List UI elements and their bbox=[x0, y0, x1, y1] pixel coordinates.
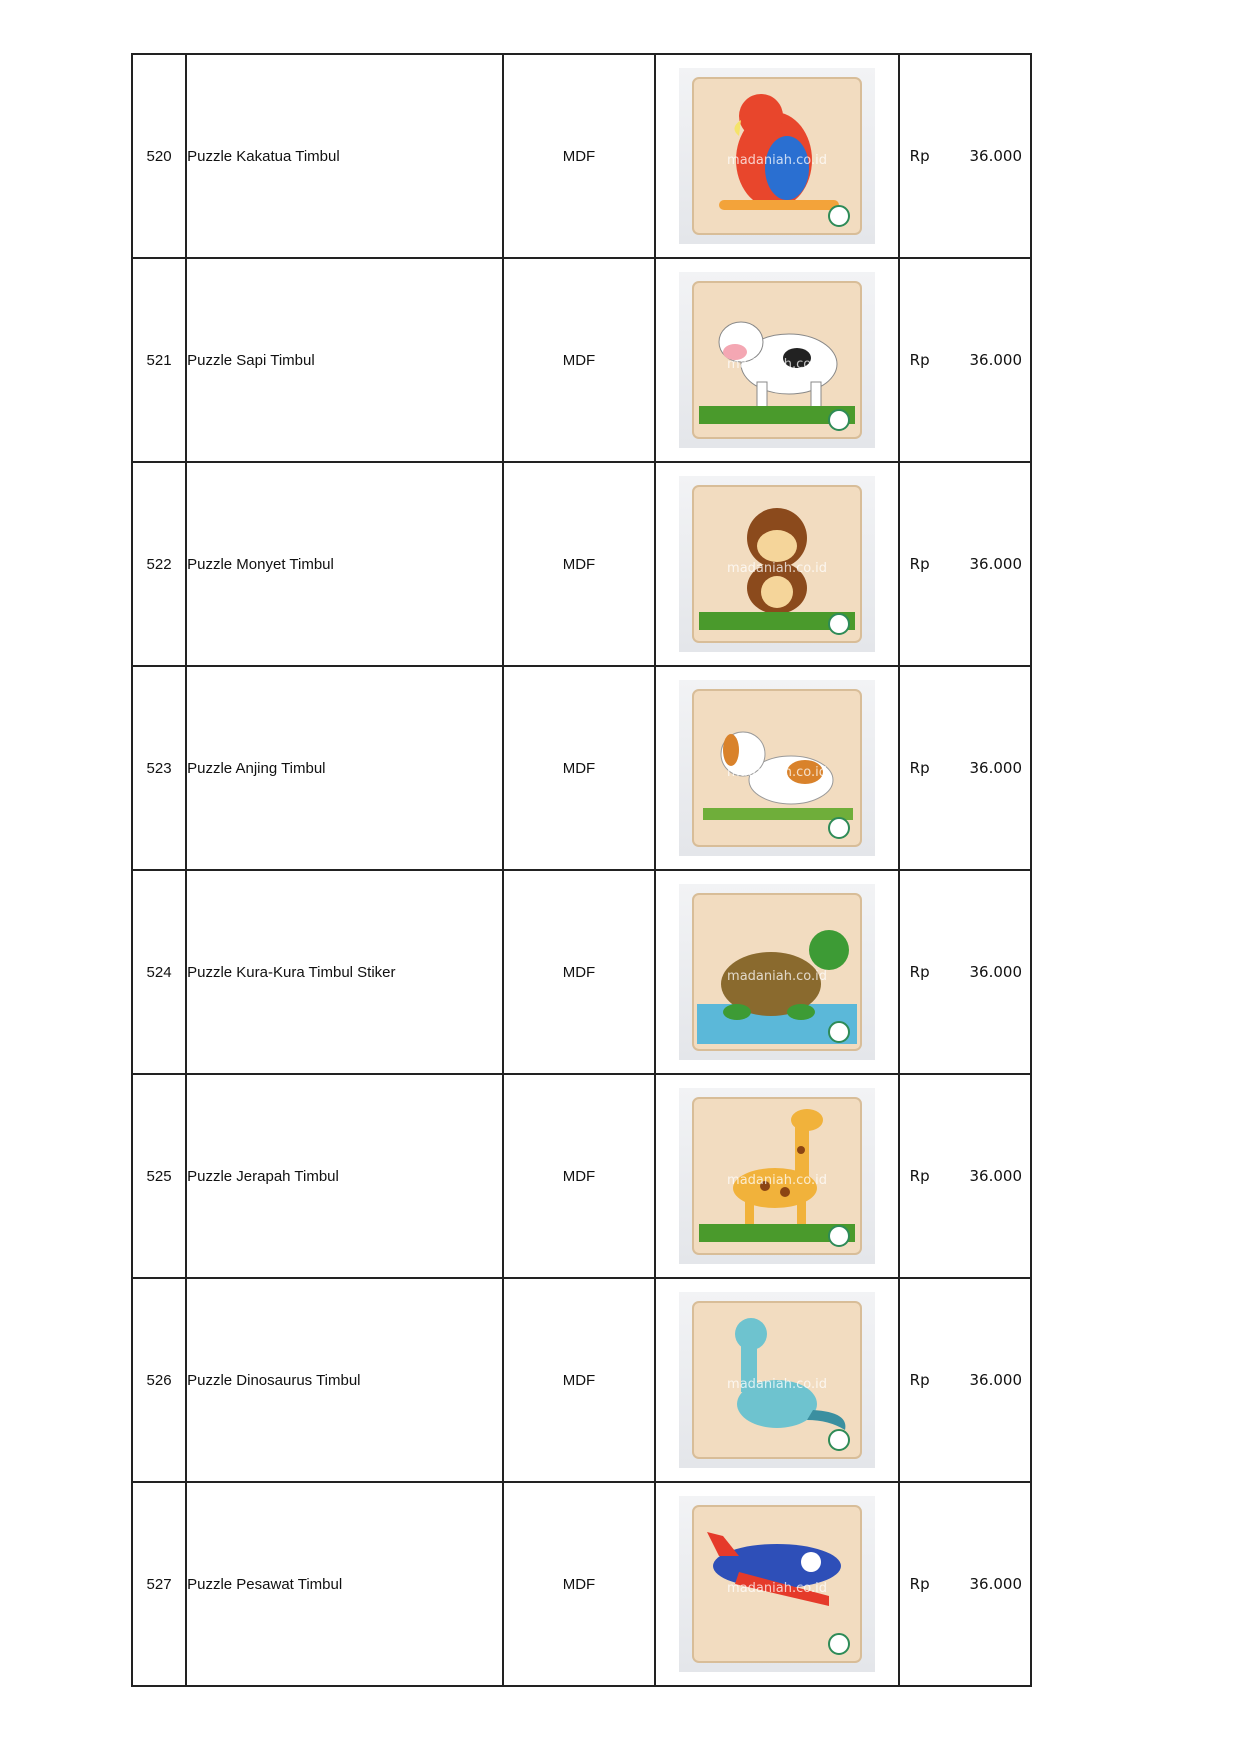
material: MDF bbox=[503, 1074, 655, 1278]
monkey-puzzle-image bbox=[679, 476, 875, 652]
parrot-puzzle-image bbox=[679, 68, 875, 244]
brand-logo bbox=[829, 818, 849, 838]
price-value: 36.000 bbox=[969, 555, 1022, 573]
currency-label: Rp bbox=[909, 759, 930, 777]
item-number: 524 bbox=[132, 870, 186, 1074]
item-number: 526 bbox=[132, 1278, 186, 1482]
watermark: madaniah.co.id bbox=[726, 969, 827, 984]
cow-puzzle-image bbox=[679, 272, 875, 448]
airplane-puzzle-image bbox=[679, 1496, 875, 1672]
dog-puzzle-image bbox=[679, 680, 875, 856]
material: MDF bbox=[503, 1482, 655, 1686]
watermark: madaniah.co.id bbox=[726, 765, 827, 780]
table-row bbox=[132, 870, 1031, 1074]
price-value: 36.000 bbox=[969, 351, 1022, 369]
item-number: 520 bbox=[132, 54, 186, 258]
table-row bbox=[132, 54, 1031, 258]
brand-logo bbox=[829, 1022, 849, 1042]
currency-label: Rp bbox=[909, 1575, 930, 1593]
product-name: Puzzle Kakatua Timbul bbox=[186, 54, 503, 258]
watermark: madaniah.co.id bbox=[726, 1581, 827, 1596]
product-photo bbox=[679, 68, 875, 244]
price-value: 36.000 bbox=[969, 759, 1022, 777]
currency-label: Rp bbox=[909, 147, 930, 165]
product-photo bbox=[679, 476, 875, 652]
product-name: Puzzle Kura-Kura Timbul Stiker bbox=[186, 870, 503, 1074]
item-number: 522 bbox=[132, 462, 186, 666]
currency-label: Rp bbox=[909, 555, 930, 573]
material: MDF bbox=[503, 258, 655, 462]
brand-logo bbox=[829, 1226, 849, 1246]
item-number: 527 bbox=[132, 1482, 186, 1686]
material: MDF bbox=[503, 54, 655, 258]
material: MDF bbox=[503, 1278, 655, 1482]
brand-logo bbox=[829, 1634, 849, 1654]
product-name: Puzzle Anjing Timbul bbox=[186, 666, 503, 870]
price-value: 36.000 bbox=[969, 1371, 1022, 1389]
product-photo bbox=[679, 1088, 875, 1264]
table-row bbox=[132, 1074, 1031, 1278]
watermark: madaniah.co.id bbox=[726, 1377, 827, 1392]
product-name: Puzzle Pesawat Timbul bbox=[186, 1482, 503, 1686]
currency-label: Rp bbox=[909, 1371, 930, 1389]
brand-logo bbox=[829, 206, 849, 226]
table-row bbox=[132, 1482, 1031, 1686]
material: MDF bbox=[503, 462, 655, 666]
price-value: 36.000 bbox=[969, 1167, 1022, 1185]
table-row bbox=[132, 666, 1031, 870]
product-table bbox=[131, 53, 1032, 1687]
turtle-puzzle-image bbox=[679, 884, 875, 1060]
product-name: Puzzle Sapi Timbul bbox=[186, 258, 503, 462]
watermark: madaniah.co.id bbox=[726, 357, 827, 372]
product-photo bbox=[679, 884, 875, 1060]
watermark: madaniah.co.id bbox=[726, 1173, 827, 1188]
price-value: 36.000 bbox=[969, 147, 1022, 165]
material: MDF bbox=[503, 870, 655, 1074]
material: MDF bbox=[503, 666, 655, 870]
item-number: 521 bbox=[132, 258, 186, 462]
product-name: Puzzle Jerapah Timbul bbox=[186, 1074, 503, 1278]
price-value: 36.000 bbox=[969, 963, 1022, 981]
currency-label: Rp bbox=[909, 963, 930, 981]
product-photo bbox=[679, 272, 875, 448]
watermark: madaniah.co.id bbox=[726, 153, 827, 168]
product-name: Puzzle Dinosaurus Timbul bbox=[186, 1278, 503, 1482]
table-row bbox=[132, 462, 1031, 666]
price-value: 36.000 bbox=[969, 1575, 1022, 1593]
brand-logo bbox=[829, 1430, 849, 1450]
currency-label: Rp bbox=[909, 351, 930, 369]
table-row bbox=[132, 258, 1031, 462]
product-photo bbox=[679, 1496, 875, 1672]
product-photo bbox=[679, 1292, 875, 1468]
watermark: madaniah.co.id bbox=[726, 561, 827, 576]
table-row bbox=[132, 1278, 1031, 1482]
item-number: 523 bbox=[132, 666, 186, 870]
item-number: 525 bbox=[132, 1074, 186, 1278]
brand-logo bbox=[829, 410, 849, 430]
product-photo bbox=[679, 680, 875, 856]
currency-label: Rp bbox=[909, 1167, 930, 1185]
giraffe-puzzle-image bbox=[679, 1088, 875, 1264]
product-name: Puzzle Monyet Timbul bbox=[186, 462, 503, 666]
brand-logo bbox=[829, 614, 849, 634]
dinosaur-puzzle-image bbox=[679, 1292, 875, 1468]
